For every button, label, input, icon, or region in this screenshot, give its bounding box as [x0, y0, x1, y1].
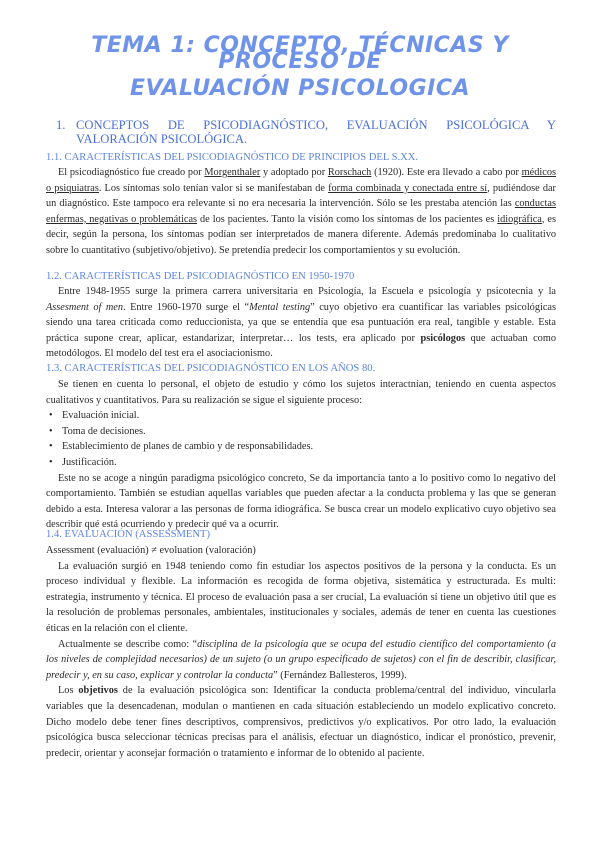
underlined-text: forma combinada y conectada entre sí: [328, 182, 488, 194]
list-item: • Toma de decisiones.: [46, 424, 556, 440]
text: de la evaluación psicológica son: Identificar la conducta problema/central del individuo, vincularla variables que la desencadenan, modulan o mantienen en cada situación estableciendo un modelo explicativo concreto. Dicho modelo debe tener fines descriptivos, comprensivos, predictivos y/o explicativos. Por otro lado, la evaluación psicológica busca seleccionar técnicas precisas para el análisis, efectuar un diagnóstico, indicar el pronóstico, prevenir, predecir, orientar y aconsejar formación o tratamiento e informar de lo obtenido al paciente.: [46, 685, 556, 759]
text: (1920). Este era llevado a cabo por: [371, 167, 522, 178]
underlined-text: Morgenthaler: [204, 167, 261, 178]
paragraph: Assessment (evaluación) ≠ evoluation (valoración): [46, 545, 256, 556]
subsection-1-1-heading: 1.1. CARACTERÍSTICAS DEL PSICODIAGNÓSTICO DE PRINCIPIOS DEL S.XX.: [46, 152, 419, 163]
subsection-1-2-body: [46, 284, 556, 362]
section-1-heading: [56, 118, 556, 146]
document-title-line-1: TEMA 1: CONCEPTO, TÉCNICAS Y PROCESO DE: [91, 33, 509, 74]
underlined-text: conductas enfermas, negativas o problemáticas: [46, 198, 556, 225]
subsection-1-2-heading: 1.2. CARACTERÍSTICAS DEL PSICODIAGNÓSTICO EN 1950-1970: [46, 271, 355, 282]
underlined-text: idiográfica: [497, 213, 542, 225]
text: Actualmente se describe como: “: [58, 638, 198, 650]
text: , pudiéndose dar un diagnóstico. Este tampoco era relevante si no era necesaria la intervención. Sólo se les prestaba atención las: [46, 182, 556, 210]
text: , es decir, según la persona, los síntomas podían ser interpretados de manera diferente. Además predominaba lo cualitativo sobre lo cuantitativo (subjetivo/objetivo). Se pretendía predecir los comportamientos y su evolución.: [46, 213, 556, 256]
text: . Los síntomas solo tenían valor si se manifestaban de: [98, 182, 329, 194]
subsection-1-3-heading: 1.3. CARACTERÍSTICAS DEL PSICODIAGNÓSTICO EN LOS AÑOS 80.: [46, 363, 376, 374]
paragraph: Este no se acoge a ningún paradigma psicológico concreto, Se da importancia tanto a lo positivo como lo negativo del comportamiento. También se estudian aquellas variables que pueden afectar a la conducta problema y las que se generan debido a esta. Interesa valorar a las personas de forma idiográfica. Se busca crear un modelo explicativo cuyo objetivo sea describir qué está ocurriendo y predecir qué va a ocurrir.: [46, 472, 556, 531]
text: ” cuyo objetivo era cuantificar las variables psicológicas siendo una tarea criticada como reduccionista, ya que se entendía que esa puntuación era real, tangible y estable. Esta práctica supone crear, aplicar, estandarizar, interpretar… los tests, era aplicado por: [46, 301, 556, 344]
text: Los: [58, 685, 79, 697]
section-1-title-line-2: VALORACIÓN PSICOLÓGICA.: [76, 132, 248, 146]
subsection-1-4-body: [46, 543, 556, 761]
text: de los pacientes. Tanto la visión como los síntomas de los pacientes es: [197, 213, 498, 225]
subsection-1-4-heading: 1.4. EVALUACIÓN (ASSESSMENT): [46, 529, 211, 540]
document-title-line-2: EVALUACIÓN PSICOLOGICA: [129, 76, 471, 101]
paragraph: [46, 284, 556, 362]
paragraph: La evaluación surgió en 1948 teniendo como fin estudiar los aspectos positivos de la persona y la conducta. Es un proceso individual y flexible. La información es recogida de forma objetiva, sistemática y estructurada. Es multi: estrategia, instrumento y técnica. El proceso de evaluación pasa a ser crucial, La evaluación sí tiene un objetivo útil que es la resolución de problemas personales, ambientales, institucionales y sociales, además de tener en cuenta las cuestiones éticas en la relación con el cliente.: [46, 560, 556, 634]
subsection-1-1-body: [46, 165, 556, 259]
subsection-1-3-body: [46, 377, 556, 533]
text: El psicodiagnóstico fue creado por: [58, 167, 205, 178]
text: Entre 1948-1955 surge la primera carrera universitaria en Psicología, la Escuela e psicología y psicotecnia y la: [58, 286, 556, 297]
underlined-text: Rorschach: [327, 167, 372, 178]
paragraph: [46, 683, 556, 761]
paragraph: [46, 165, 556, 259]
section-1-title-line-1: CONCEPTOS DE PSICODIAGNÓSTICO, EVALUACIÓN PSICOLÓGICA Y: [76, 118, 556, 132]
bold-text: objetivos: [78, 685, 118, 697]
list-item: • Evaluación inicial.: [46, 408, 556, 424]
bold-text: psicólogos: [420, 332, 466, 344]
text: ” (Fernández Ballesteros, 1999).: [273, 669, 407, 681]
text: . Entre 1960-1970 surge el “: [123, 301, 250, 313]
italic-quote: disciplina de la psicología que se ocupa del estudio científico del comportamiento (a los niveles de complejidad necesarios) de un sujeto (o un grupo especificado de sujetos) con el fin de describir, clasificar, predecir y, en su caso, explicar y controlar la conducta: [46, 638, 556, 681]
paragraph: [46, 637, 556, 684]
text: que actuaban como metodólogos. El modelo del test era el asociacionismo.: [46, 332, 556, 360]
italic-text: Assesment of men: [46, 301, 124, 313]
italic-text: Mental testing: [249, 301, 311, 313]
text: y adoptado por: [260, 167, 328, 178]
process-list: [46, 408, 556, 470]
section-1-number: 1.: [56, 118, 66, 132]
list-item: • Justificación.: [46, 455, 556, 471]
paragraph: Se tienen en cuenta lo personal, el objeto de estudio y cómo los sujetos interactnían, teniendo en cuenta aspectos cualitativos y cuantitativos. Para su realización se sigue el siguiente proceso:: [46, 379, 556, 406]
underlined-text: médicos o psiquiatras: [46, 167, 556, 194]
list-item: • Establecimiento de planes de cambio y de responsabilidades.: [46, 439, 556, 455]
